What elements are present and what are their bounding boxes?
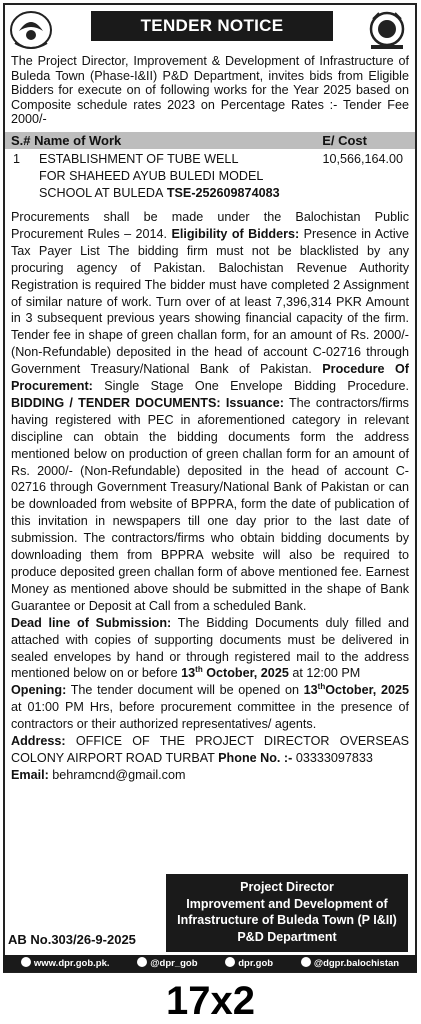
facebook-handle: @dgpr.balochistan xyxy=(313,958,400,969)
opening-day: 13 xyxy=(303,683,318,698)
page-title: TENDER NOTICE xyxy=(91,11,333,41)
opening-month: October, 2025 xyxy=(325,683,409,698)
instagram-handle: dpr.gob xyxy=(238,958,274,969)
phone-label: Phone No. :- xyxy=(218,750,293,765)
issuance-label: BIDDING / TENDER DOCUMENTS: Issuance: xyxy=(11,395,284,410)
globe-icon xyxy=(21,957,31,967)
facebook-icon xyxy=(301,957,311,967)
eligibility-label: Eligibility of Bidders: xyxy=(171,226,300,241)
body-text: Procurements shall be made under the Balochistan Public Procurement Rules – 2014. xyxy=(11,209,409,241)
website-item xyxy=(21,955,110,972)
signature-line: P&D Department xyxy=(237,929,337,944)
work-line: FOR SHAHEED AYUB BULEDI MODEL xyxy=(39,168,264,183)
signature-block xyxy=(166,874,408,952)
notice-body xyxy=(5,209,415,784)
email-address: behramcnd@gmail.com xyxy=(52,767,186,782)
deadline-day: 13 xyxy=(181,666,196,681)
row-number: 1 xyxy=(13,151,21,166)
twitter-icon xyxy=(137,957,147,967)
facebook-item xyxy=(301,955,399,972)
column-name-of-work: S.# Name of Work xyxy=(11,132,122,148)
signature-line: Improvement and Development of xyxy=(186,896,388,911)
estimated-cost: 10,566,164.00 xyxy=(322,151,403,166)
tse-number: TSE-252609874083 xyxy=(166,185,280,200)
procedure-label: Procedure Of Procurement: xyxy=(11,362,409,394)
body-text: at 01:00 PM Hrs, before procurement committee in the presence of contractors or their authorized representatives/ agents. xyxy=(11,700,409,732)
opening-suffix: th xyxy=(317,682,326,692)
deadline-label: Dead line of Submission: xyxy=(11,615,172,630)
government-emblem-icon xyxy=(9,9,53,51)
twitter-item xyxy=(137,955,197,972)
tender-notice xyxy=(3,3,417,973)
deadline-month: October, 2025 xyxy=(206,666,289,681)
ad-size: 17x2 xyxy=(166,979,255,1023)
twitter-handle: @dpr_gob xyxy=(150,958,198,969)
body-text: The Bidding Documents duly filled and attached with copies of supporting documents must be delivered in sealed envelopes by hand or through registered mail to the address mentioned below on or before xyxy=(11,615,410,681)
body-text: Single Stage One Envelope Bidding Procedure. xyxy=(104,379,409,394)
phone-number: 03333097833 xyxy=(295,750,373,765)
signature-line: Project Director xyxy=(240,880,334,894)
deadline-time: at 12:00 PM xyxy=(292,666,361,681)
table-row xyxy=(5,151,415,209)
instagram-item xyxy=(225,955,273,972)
instagram-icon xyxy=(225,957,235,967)
body-text: The contractors/firms having registered with PEC in aforementioned category in relevant discipline can obtain the bidding documents form the address mentioned below on production of green challan form for an amount of Rs. 2000/- (Non-Refundable) deposited in the head of account C-02716 through Government Treasury/National Bank of Pakistan or can be downloaded from website of BPPRA, form the date of publication of this invitation in newspapers till one day prior to the last date of submission. The contractors/firms who obtain bidding documents by downloading them from BPPRA website will also be required to produce deposited green challan form of above mentioned fee. Earnest Money as mentioned above should be submitted in the shape of Bank Guarantee or Deposit at Call from a scheduled Bank. xyxy=(11,395,409,613)
intro-text: The Project Director, Improvement & Development of Infrastructure of Buleda Town (Phase-I&II) P&D Department, invites bids from Eligible Bidders for execute on of following works for the Year 2025 based on Composite schedule rates 2023 on Percentage Rates :- Tender Fee 2000/- xyxy=(11,54,409,127)
work-line: SCHOOL AT BULEDA xyxy=(39,185,164,200)
footer-bar xyxy=(3,955,417,972)
table-header xyxy=(5,132,415,149)
ab-number: AB No.303/26-9-2025 xyxy=(8,932,136,947)
column-cost: E/ Cost xyxy=(322,132,367,148)
work-line: ESTABLISHMENT OF TUBE WELL xyxy=(39,151,239,166)
email-label: Email: xyxy=(11,767,49,782)
address-text: OFFICE OF THE PROJECT DIRECTOR OVERSEAS COLONY AIRPORT ROAD TURBAT xyxy=(11,734,409,765)
signature-line: Infrastructure of Buleda Town (P I&II) xyxy=(177,913,397,927)
department-logo-icon xyxy=(365,9,409,51)
opening-label: Opening: xyxy=(11,683,67,698)
body-text: The tender document will be opened on xyxy=(70,683,299,698)
header xyxy=(5,5,415,55)
body-text: Presence in Active Tax Payer List The bidding firm must not be blacklisted by any procuring agency of Pakistan. Balochistan Revenue Authority Registration is required The bidder must have completed 2 Assignment of similar nature of work. Turn over of at least 7,396,314 PKR Amount in 3 subsequent previous years showing financial capacity of the firm. Tender fee in shape of green challan form, for an amount of Rs. 2000/- (Non-Refundable) deposited in the head of account C-02716 through Government Treasury/National Bank of Pakistan. xyxy=(11,226,410,377)
website-link: www.dpr.gob.pk. xyxy=(33,958,110,969)
address-label: Address: xyxy=(11,734,66,749)
deadline-suffix: th xyxy=(195,665,203,675)
work-name xyxy=(39,151,297,202)
